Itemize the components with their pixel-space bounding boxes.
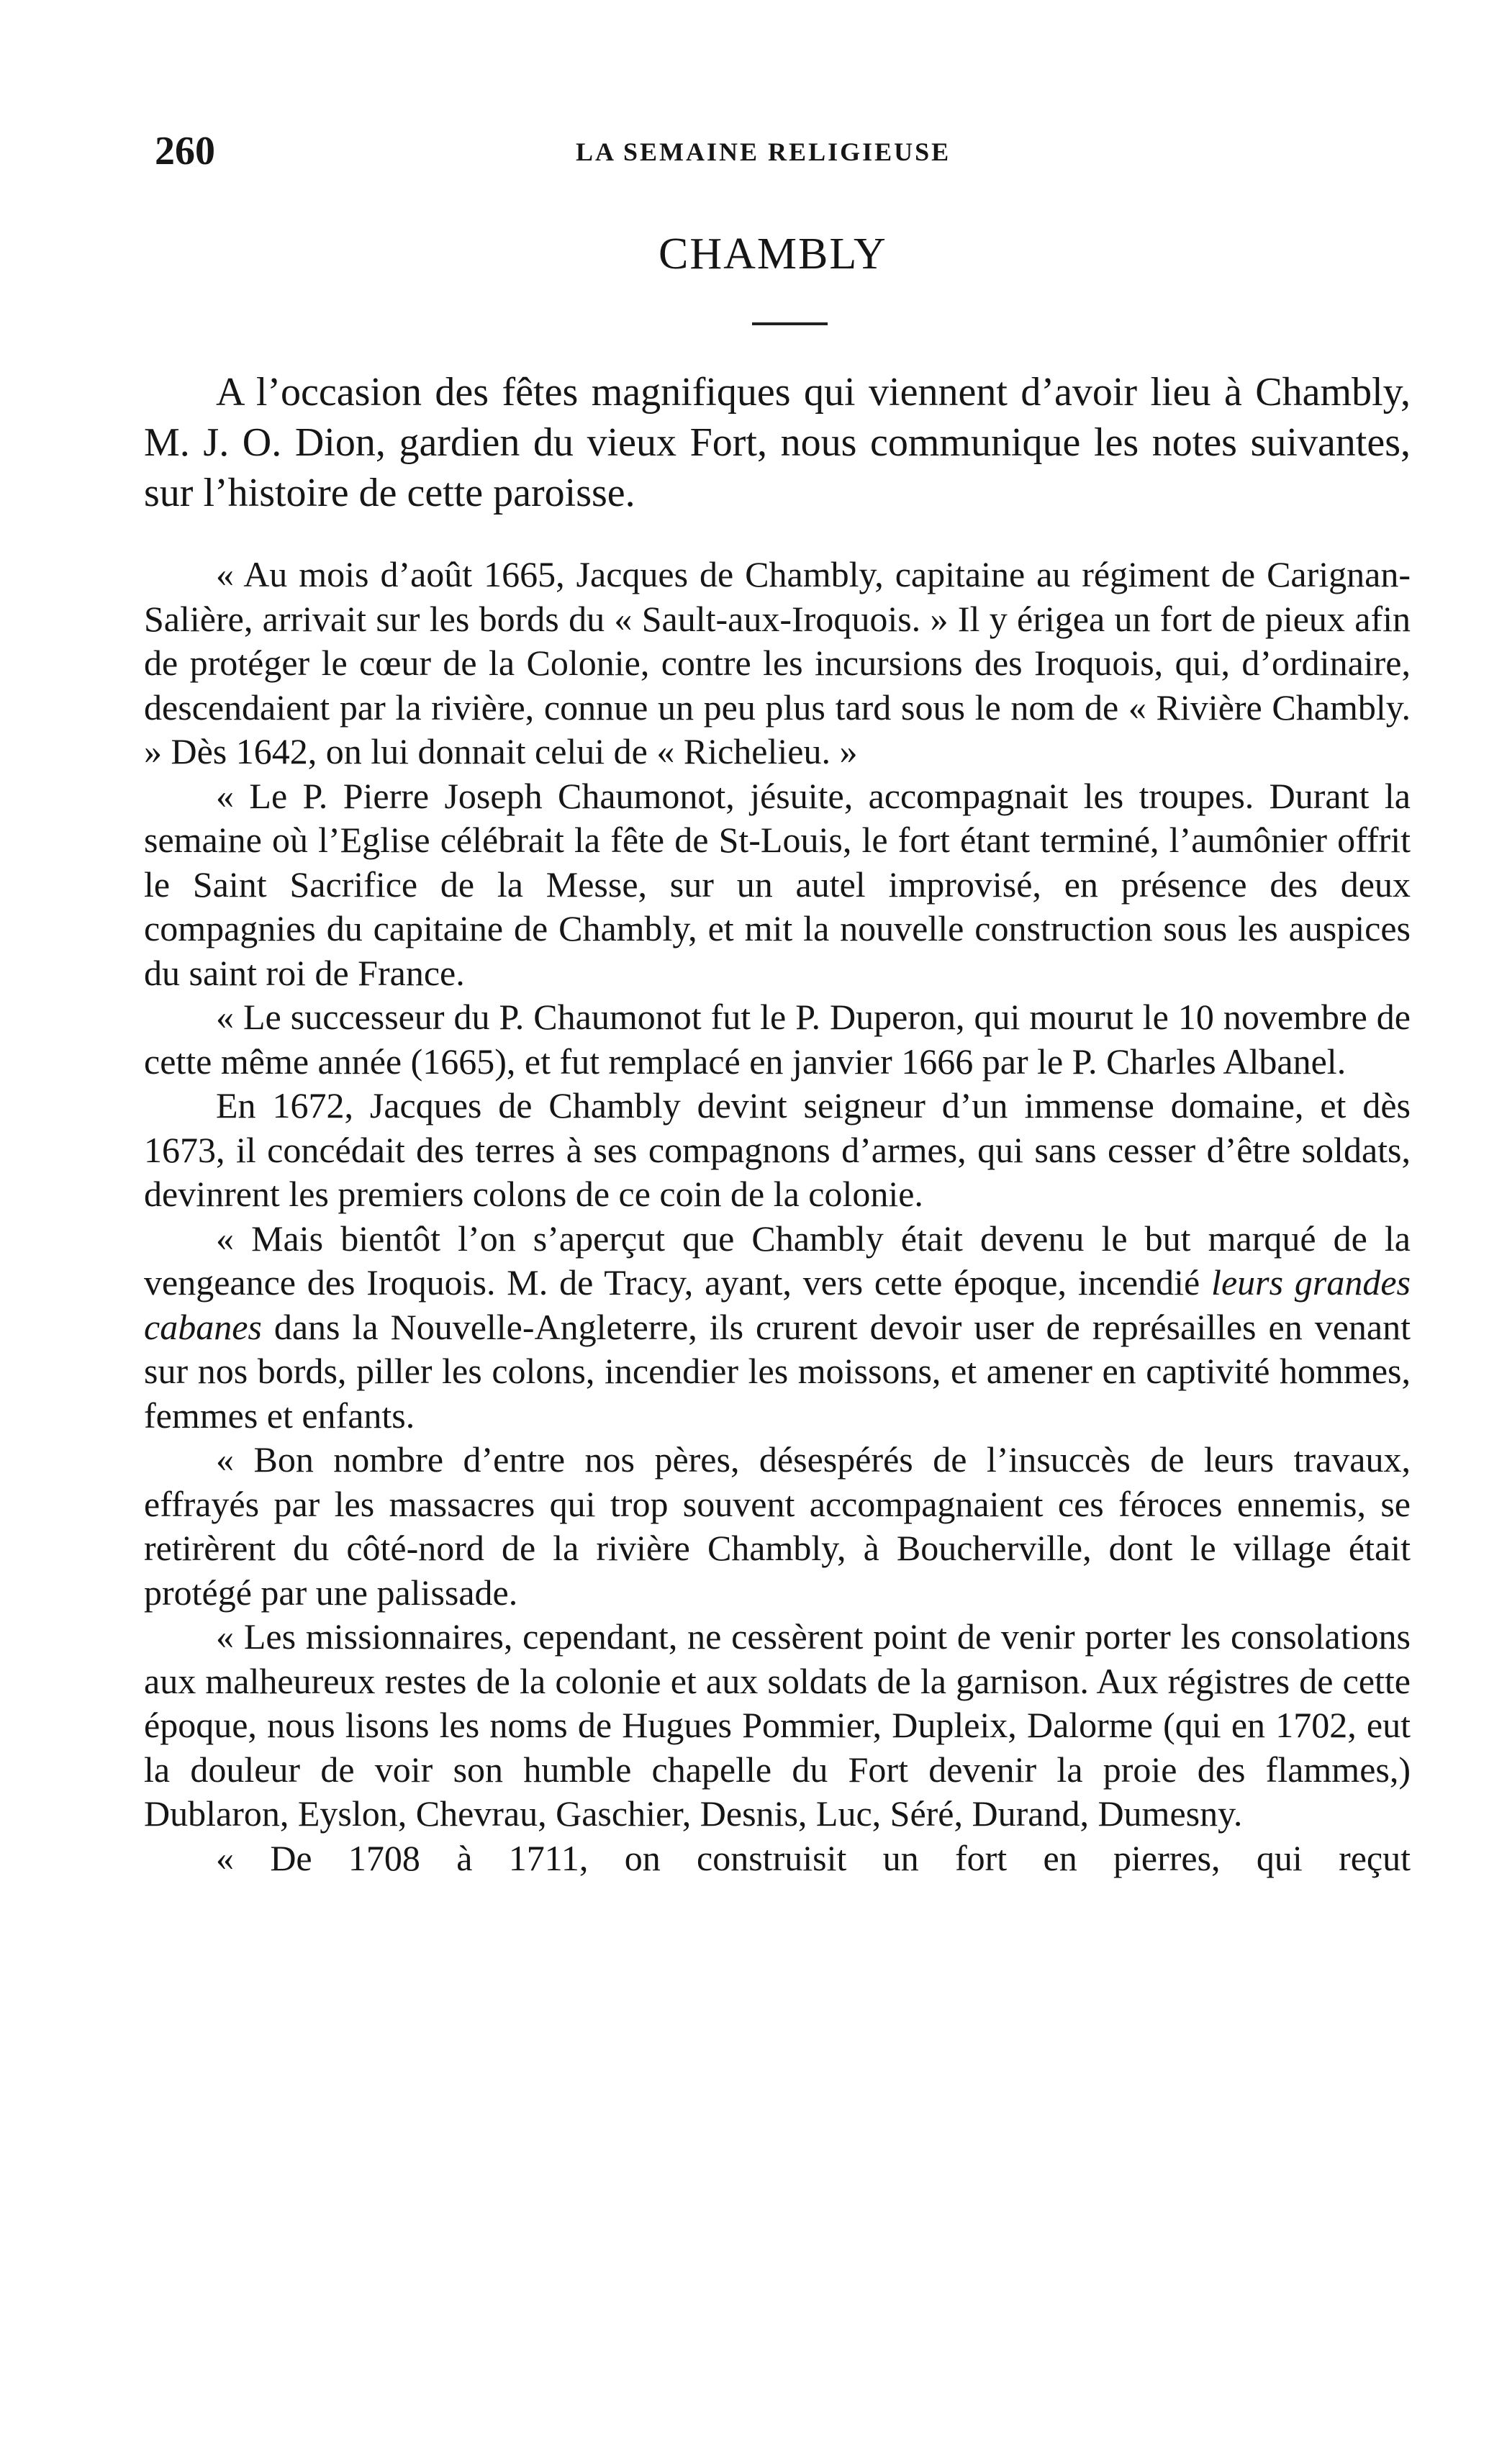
article-body [144,367,1411,1880]
title-rule [752,322,828,325]
paragraph-2: « Le P. Pierre Joseph Chaumonot, jésuite, accompagnait les troupes. Durant la semaine où l’Eglise célébrait la fête de St-Louis, le fort étant terminé, l’aumônier offrit le Saint Sacrifice de la Messe, sur un autel improvisé, en présence des deux compagnies du capitaine de Chambly, et mit la nouvelle construction sous les auspices du saint roi de France. [144,775,1411,993]
running-head [155,128,1407,178]
intro-paragraph: A l’occasion des fêtes magnifiques qui viennent d’avoir lieu à Chambly, M. J. O. Dion, gardien du vieux Fort, nous communique les notes suivantes, sur l’histoire de cette paroisse. [144,370,1411,515]
paragraph-5-start: « Mais bientôt l’on s’aperçut que Chambly était devenu le but marqué de la vengeance des Iroquois. M. de Tracy, ayant, vers cette époque, incendié [144,1218,1411,1303]
paragraph-7: « Les missionnaires, cependant, ne cessèrent point de venir porter les consolations aux malheureux restes de la colonie et aux soldats de la garnison. Aux régistres de cette époque, nous lisons les noms de Hugues Pommier, Dupleix, Dalorme (qui en 1702, eut la douleur de voir son humble chapelle du Fort devenir la proie des flammes,) Dublaron, Eyslon, Chevrau, Gaschier, Desnis, Luc, Séré, Durand, Dumesny. [144,1616,1411,1834]
paragraph-8: « De 1708 à 1711, on construisit un fort en pierres, qui reçut [216,1837,1411,1878]
article-title: CHAMBLY [659,230,887,278]
paragraph-5-italic: leurs grandes cabanes [144,1262,1411,1347]
paragraph-3: « Le successeur du P. Chaumonot fut le P. Duperon, qui mourut le 10 novembre de cette même année (1665), et fut remplacé en janvier 1666 par le P. Charles Albanel. [144,997,1411,1082]
paragraph-6: « Bon nombre d’entre nos pères, désespérés de l’insuccès de leurs travaux, effrayés par les massacres qui trop souvent accompagnaient ces féroces ennemis, se retirèrent du côté-nord de la rivière Chambly, à Boucherville, dont le village était protégé par une palissade. [144,1439,1411,1613]
paragraph-4: En 1672, Jacques de Chambly devint seigneur d’un immense domaine, et dès 1673, il concédait des terres à ses compagnons d’armes, qui sans cesser d’être soldats, devinrent les premiers colons de ce coin de la colonie. [144,1085,1411,1214]
paragraph-5-end: dans la Nouvelle-Angleterre, ils crurent devoir user de représailles en venant sur nos bords, piller les colons, incendier les moissons, et amener en captivité hommes, femmes et enfants. [144,1306,1411,1436]
page-number: 260 [155,129,215,173]
paragraph-5 [144,1217,1411,1439]
paragraph-1: « Au mois d’août 1665, Jacques de Chambly, capitaine au régiment de Carignan-Salière, arrivait sur les bords du « Sault-aux-Iroquois. » Il y érigea un fort de pieux afin de protéger le cœur de la Colonie, contre les incursions des Iroquois, qui, d’ordinaire, descendaient par la rivière, connue un peu plus tard sous le nom de « Rivière Chambly. » Dès 1642, on lui donnait celui de « Richelieu. » [144,554,1411,771]
journal-title: LA SEMAINE RELIGIEUSE [576,137,951,166]
